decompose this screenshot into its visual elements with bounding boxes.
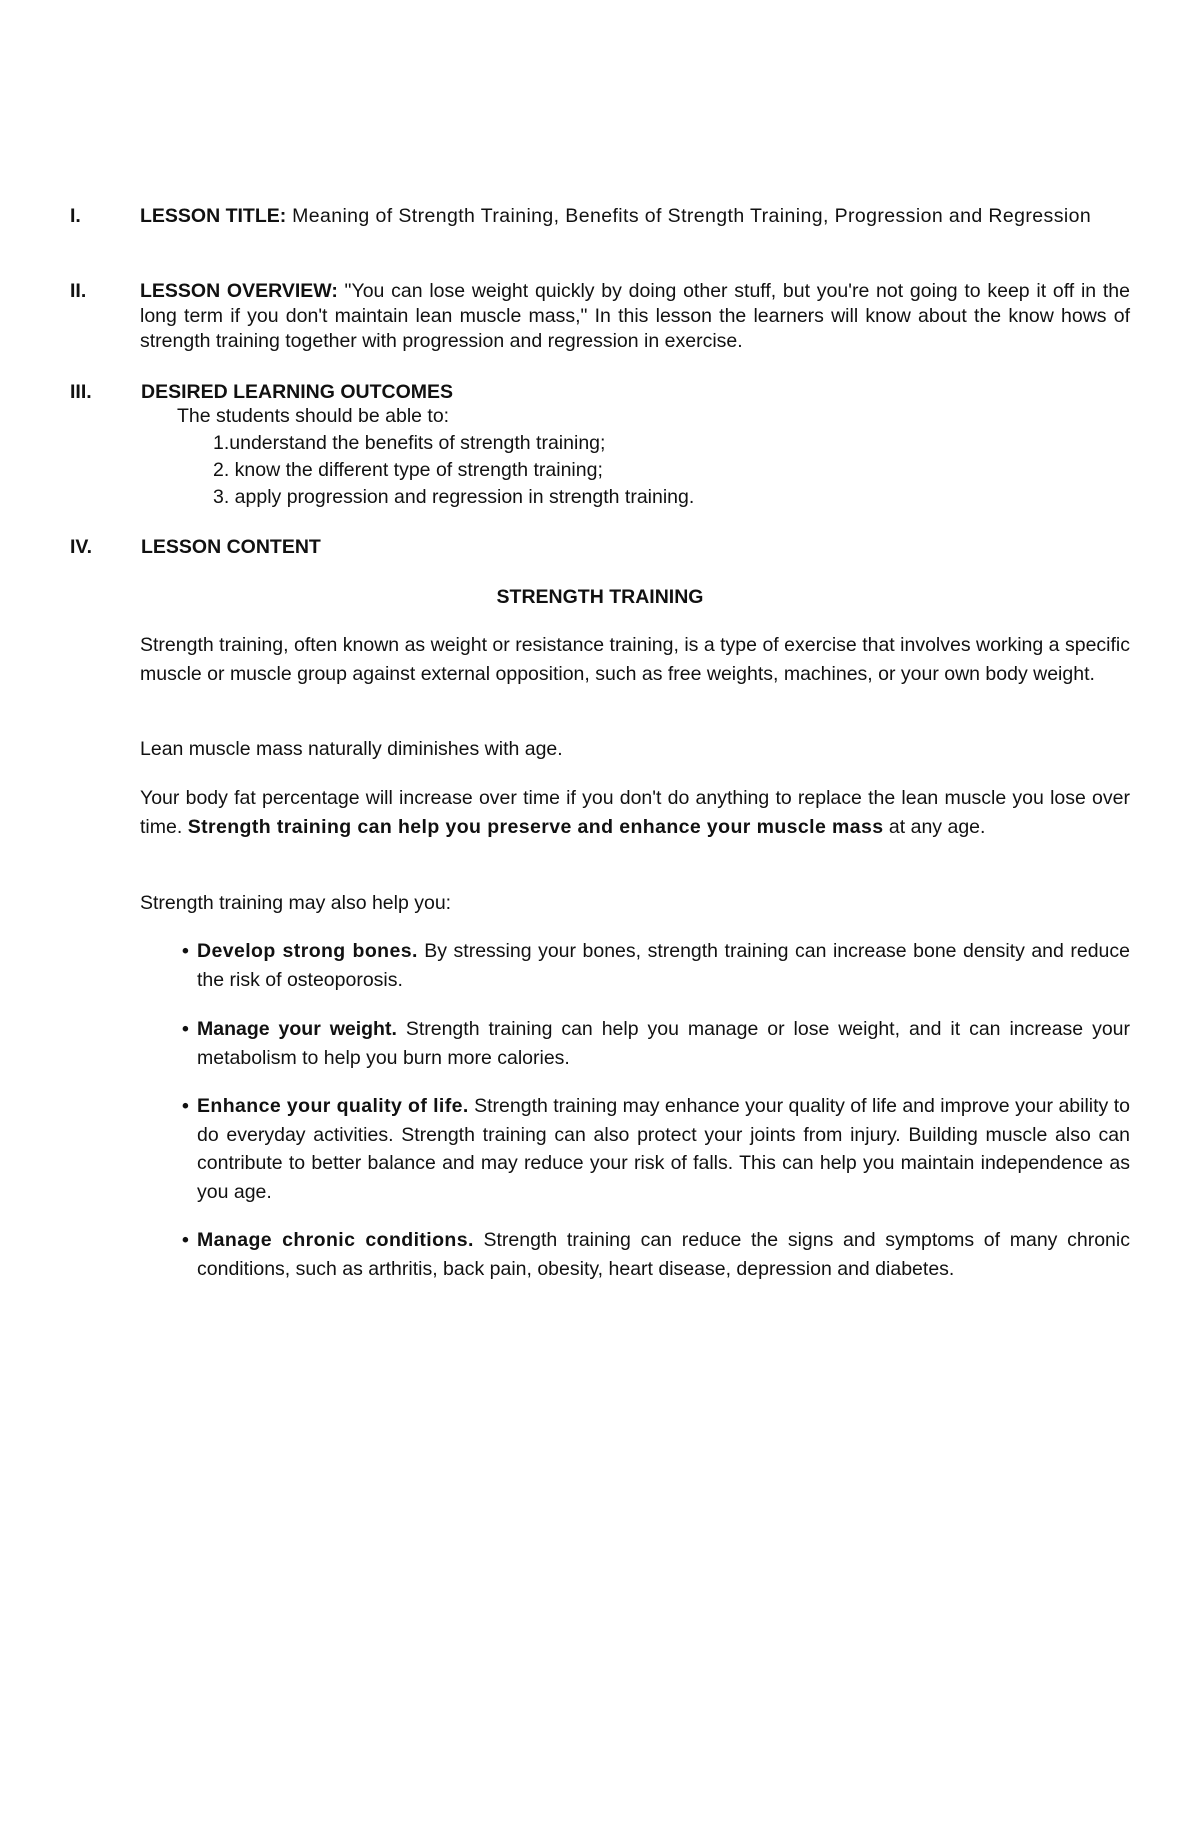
- bullet-heading: Manage your weight.: [197, 1018, 397, 1040]
- outcome-item: 2. know the different type of strength training;: [213, 459, 603, 481]
- body-fat-text: Your body fat percentage will increase over time if you don't do anything to replace the lean muscle you lose over time.: [140, 787, 1130, 838]
- bullet-icon: •: [182, 940, 189, 962]
- outcome-item: 1.understand the benefits of strength training;: [213, 432, 606, 454]
- bullet-text: Strength training can help you manage or lose weight, and it can increase your metabolism to help you burn more calories.: [197, 1018, 1131, 1069]
- body-fat-emphasis: Strength training can help you preserve and enhance your muscle mass: [187, 815, 884, 838]
- paragraph-lean-muscle: Lean muscle mass naturally diminishes with age.: [140, 738, 563, 760]
- paragraph-definition: Strength training, often known as weight or resistance training, is a type of exercise that involves working a specific muscle or muscle group against external opposition, such as free weights, machines, or your own body weight.: [140, 634, 1130, 685]
- lesson-overview-section: [140, 279, 1130, 354]
- paragraph-body-fat: [140, 784, 1130, 841]
- bullet-icon: •: [182, 1095, 189, 1117]
- lesson-title-label: LESSON TITLE:: [140, 205, 287, 227]
- bullet-text: By stressing your bones, strength training can increase bone density and reduce the risk of osteoporosis.: [197, 940, 1130, 991]
- outcome-item: 3. apply progression and regression in strength training.: [213, 486, 695, 508]
- list-item: [182, 1092, 1130, 1206]
- list-item: [182, 937, 1130, 994]
- outcomes-intro: The students should be able to:: [177, 405, 450, 427]
- lesson-title-text: Meaning of Strength Training, Benefits of Strength Training, Progression and Regression: [286, 205, 1092, 227]
- list-item: [182, 1226, 1130, 1283]
- list-item: [182, 1015, 1130, 1072]
- bullet-text: Strength training may enhance your quality of life and improve your ability to do everyday activities. Strength training can also protect your joints from injury. Building muscle also can contribute to better balance and may reduce your risk of falls. This can help you maintain independence as you age.: [197, 1095, 1130, 1203]
- lesson-title-section: [140, 204, 1130, 229]
- bullet-icon: •: [182, 1229, 189, 1251]
- section-number-3: III.: [70, 381, 92, 403]
- bullet-heading: Manage chronic conditions.: [197, 1229, 474, 1251]
- lesson-overview-label: LESSON OVERVIEW:: [140, 280, 338, 302]
- section-number-2: II.: [70, 280, 87, 302]
- section-number-4: IV.: [70, 536, 93, 558]
- bullet-icon: •: [182, 1018, 189, 1040]
- bullet-text: Strength training can reduce the signs and symptoms of many chronic conditions, such as arthritis, back pain, obesity, heart disease, depression and diabetes.: [197, 1229, 1130, 1280]
- paragraph-may-help: Strength training may also help you:: [140, 892, 452, 914]
- strength-training-title: STRENGTH TRAINING: [496, 586, 704, 608]
- lesson-overview-text: "You can lose weight quickly by doing other stuff, but you're not going to keep it off in the long term if you don't maintain lean muscle mass," In this lesson the learners will know about the know hows of strength training together with progression and regression in exercise.: [140, 280, 1130, 352]
- body-fat-end: at any age.: [883, 815, 986, 838]
- section-number-1: I.: [70, 205, 81, 227]
- bullet-heading: Develop strong bones.: [197, 940, 418, 962]
- desired-learning-outcomes-heading: DESIRED LEARNING OUTCOMES: [141, 381, 454, 403]
- bullet-heading: Enhance your quality of life.: [197, 1095, 469, 1117]
- lesson-content-heading: LESSON CONTENT: [141, 536, 321, 558]
